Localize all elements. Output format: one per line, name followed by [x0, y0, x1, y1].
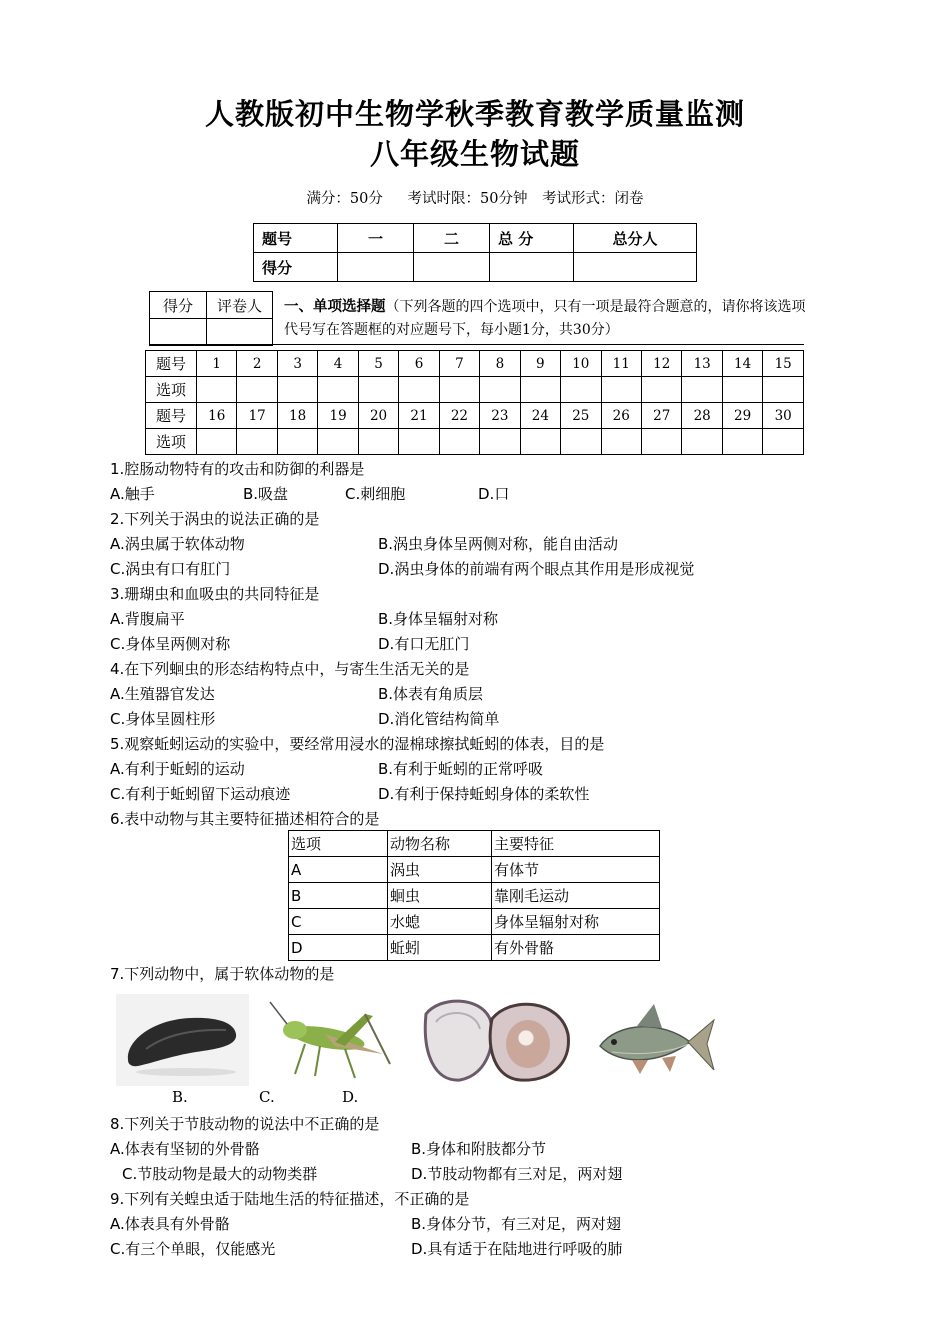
grid-question-number: 3 — [277, 351, 317, 377]
table-cell: D — [289, 935, 388, 961]
grid-label: 题号 — [146, 351, 197, 377]
grader-score-label: 得分 — [150, 292, 207, 319]
grid-question-number: 9 — [520, 351, 560, 377]
option-a: A.有利于蚯蚓的运动 — [110, 760, 245, 778]
grader-cell[interactable] — [207, 319, 273, 346]
grid-question-number: 7 — [439, 351, 479, 377]
grid-label: 选项 — [146, 377, 197, 403]
full-score: 满分：50分 — [306, 191, 383, 207]
grid-question-number: 8 — [480, 351, 520, 377]
exam-form: 考试形式：闭卷 — [542, 191, 644, 207]
option-b: B.吸盘 — [243, 485, 289, 503]
score-cell[interactable] — [490, 253, 574, 282]
option-d: D.涡虫身体的前端有两个眼点其作用是形成视觉 — [378, 560, 695, 578]
grid-answer-cell[interactable] — [237, 429, 277, 455]
table-header: 选项 — [289, 831, 388, 857]
grid-answer-cell[interactable] — [399, 377, 439, 403]
fish-image — [592, 994, 722, 1086]
grid-answer-cell[interactable] — [561, 377, 601, 403]
grid-answer-cell[interactable] — [480, 429, 520, 455]
grid-answer-cell[interactable] — [722, 377, 762, 403]
option-b: B.有利于蚯蚓的正常呼吸 — [378, 760, 544, 778]
option-c: C.刺细胞 — [345, 485, 406, 503]
grid-question-number: 30 — [763, 403, 804, 429]
grid-answer-cell[interactable] — [318, 429, 358, 455]
score-row-label: 得分 — [254, 253, 338, 282]
grid-question-number: 2 — [237, 351, 277, 377]
option-c: C.有利于蚯蚓留下运动痕迹 — [110, 785, 291, 803]
grid-answer-cell[interactable] — [197, 377, 237, 403]
table-row — [289, 883, 660, 909]
grid-answer-cell[interactable] — [601, 377, 641, 403]
grid-question-number: 19 — [318, 403, 358, 429]
question-stem: 6.表中动物与其主要特征描述相符合的是 — [110, 810, 380, 828]
option-a: A.体表具有外骨骼 — [110, 1215, 230, 1233]
score-header: 总 分 — [490, 224, 574, 253]
grid-question-number: 14 — [722, 351, 762, 377]
option-b: B.涡虫身体呈两侧对称，能自由活动 — [378, 535, 619, 553]
table-cell: 有外骨骼 — [492, 935, 660, 961]
option-a: A.生殖器官发达 — [110, 685, 215, 703]
score-header: 总分人 — [574, 224, 697, 253]
table-row — [289, 909, 660, 935]
answer-grid — [145, 350, 804, 455]
grid-answer-cell[interactable] — [318, 377, 358, 403]
question-stem: 9.下列有关蝗虫适于陆地生活的特征描述，不正确的是 — [110, 1190, 470, 1208]
option-a: A.背腹扁平 — [110, 610, 185, 628]
grid-answer-cell[interactable] — [682, 377, 722, 403]
score-cell[interactable] — [414, 253, 490, 282]
option-b: B.身体分节，有三对足，两对翅 — [411, 1215, 622, 1233]
table-header: 主要特征 — [492, 831, 660, 857]
grid-question-number: 18 — [277, 403, 317, 429]
grid-answer-cell[interactable] — [197, 429, 237, 455]
option-c: C.有三个单眼，仅能感光 — [110, 1240, 276, 1258]
table-cell: B — [289, 883, 388, 909]
grid-question-number: 26 — [601, 403, 641, 429]
grid-question-number: 15 — [763, 351, 804, 377]
question-stem: 1.腔肠动物特有的攻击和防御的利器是 — [110, 460, 365, 478]
option-b: B.体表有角质层 — [378, 685, 484, 703]
grid-question-number: 22 — [439, 403, 479, 429]
grid-answer-cell[interactable] — [439, 429, 479, 455]
grid-question-number: 4 — [318, 351, 358, 377]
exam-meta — [0, 187, 950, 208]
grid-answer-cell[interactable] — [763, 377, 804, 403]
grid-answer-cell[interactable] — [520, 429, 560, 455]
grid-question-number: 12 — [641, 351, 681, 377]
divider — [149, 344, 804, 345]
option-a: A.体表有坚韧的外骨骼 — [110, 1140, 260, 1158]
grid-question-number: 23 — [480, 403, 520, 429]
grid-answer-cell[interactable] — [641, 429, 681, 455]
grid-question-number: 24 — [520, 403, 560, 429]
section-instructions: （下列各题的四个选项中，只有一项是最符合题意的，请你将该选项代号写在答题框的对应题号下，每小题1分，共30分） — [284, 299, 806, 338]
grid-question-number: 16 — [197, 403, 237, 429]
exam-subtitle: 八年级生物试题 — [369, 137, 580, 171]
question-stem: 3.珊瑚虫和血吸虫的共同特征是 — [110, 585, 320, 603]
score-cell[interactable] — [574, 253, 697, 282]
question-stem: 5.观察蚯蚓运动的实验中，要经常用浸水的湿棉球擦拭蚯蚓的体表，目的是 — [110, 735, 605, 753]
grid-question-number: 20 — [358, 403, 398, 429]
option-c: C.身体呈两侧对称 — [110, 635, 231, 653]
table-cell: 蛔虫 — [388, 883, 492, 909]
grasshopper-image — [265, 994, 400, 1086]
grid-answer-cell[interactable] — [237, 377, 277, 403]
image-label-b: B. — [172, 1088, 188, 1106]
table-header: 动物名称 — [388, 831, 492, 857]
grid-question-number: 1 — [197, 351, 237, 377]
image-label-d: D. — [342, 1088, 359, 1106]
question-stem: 8.下列关于节肢动物的说法中不正确的是 — [110, 1115, 380, 1133]
section-title: 一、单项选择题 — [284, 299, 386, 315]
grid-answer-cell[interactable] — [561, 429, 601, 455]
table-cell: C — [289, 909, 388, 935]
option-d: D.有口无肛门 — [378, 635, 470, 653]
score-table — [253, 223, 697, 282]
image-label-c: C. — [259, 1088, 275, 1106]
grid-answer-cell[interactable] — [480, 377, 520, 403]
option-d: D.有利于保持蚯蚓身体的柔软性 — [378, 785, 590, 803]
option-d: D.消化管结构简单 — [378, 710, 500, 728]
grid-question-number: 11 — [601, 351, 641, 377]
grader-box — [149, 291, 273, 346]
option-a: A.触手 — [110, 485, 155, 503]
option-d: D.节肢动物都有三对足，两对翅 — [411, 1165, 623, 1183]
grid-answer-cell[interactable] — [277, 377, 317, 403]
question-stem: 2.下列关于涡虫的说法正确的是 — [110, 510, 320, 528]
grid-answer-cell[interactable] — [439, 377, 479, 403]
grid-question-number: 10 — [561, 351, 601, 377]
grid-answer-cell[interactable] — [358, 377, 398, 403]
grid-answer-cell[interactable] — [358, 429, 398, 455]
grid-question-number: 5 — [358, 351, 398, 377]
grid-question-number: 21 — [399, 403, 439, 429]
option-c: C.身体呈圆柱形 — [110, 710, 216, 728]
leech-image — [116, 994, 249, 1086]
table-cell: 有体节 — [492, 857, 660, 883]
grid-question-number: 29 — [722, 403, 762, 429]
score-header: 二 — [414, 224, 490, 253]
grid-answer-cell[interactable] — [722, 429, 762, 455]
mussel-image — [420, 994, 572, 1086]
grid-answer-cell[interactable] — [682, 429, 722, 455]
question-stem: 4.在下列蛔虫的形态结构特点中，与寄生生活无关的是 — [110, 660, 470, 678]
score-cell[interactable] — [338, 253, 414, 282]
grid-answer-cell[interactable] — [641, 377, 681, 403]
grid-answer-cell[interactable] — [399, 429, 439, 455]
grid-question-number: 25 — [561, 403, 601, 429]
table-cell: 靠刚毛运动 — [492, 883, 660, 909]
grid-label: 题号 — [146, 403, 197, 429]
grid-answer-cell[interactable] — [763, 429, 804, 455]
option-a: A.涡虫属于软体动物 — [110, 535, 245, 553]
score-header: 题号 — [254, 224, 338, 253]
grid-answer-cell[interactable] — [601, 429, 641, 455]
table-cell: 水螅 — [388, 909, 492, 935]
time-limit: 考试时限：50分钟 — [407, 191, 528, 207]
section-header — [284, 296, 814, 342]
option-d: D.具有适于在陆地进行呼吸的肺 — [411, 1240, 623, 1258]
option-b: B.身体和附肢都分节 — [411, 1140, 547, 1158]
grid-answer-cell[interactable] — [277, 429, 317, 455]
animal-feature-table — [288, 830, 660, 961]
option-c: C.涡虫有口有肛门 — [110, 560, 231, 578]
table-cell: 身体呈辐射对称 — [492, 909, 660, 935]
score-header: 一 — [338, 224, 414, 253]
table-cell: 涡虫 — [388, 857, 492, 883]
table-cell: A — [289, 857, 388, 883]
grader-label: 评卷人 — [207, 292, 273, 319]
grid-answer-cell[interactable] — [520, 377, 560, 403]
grid-question-number: 13 — [682, 351, 722, 377]
option-b: B.身体呈辐射对称 — [378, 610, 499, 628]
table-row — [289, 935, 660, 961]
question-stem: 7.下列动物中，属于软体动物的是 — [110, 965, 335, 983]
grid-label: 选项 — [146, 429, 197, 455]
table-cell: 蚯蚓 — [388, 935, 492, 961]
table-row — [289, 857, 660, 883]
grid-question-number: 17 — [237, 403, 277, 429]
grid-question-number: 28 — [682, 403, 722, 429]
option-c: C.节肢动物是最大的动物类群 — [122, 1165, 318, 1183]
exam-title: 人教版初中生物学秋季教育教学质量监测 — [204, 97, 745, 131]
grid-question-number: 6 — [399, 351, 439, 377]
grader-score-cell[interactable] — [150, 319, 207, 346]
option-d: D.口 — [478, 485, 510, 503]
grid-question-number: 27 — [641, 403, 681, 429]
